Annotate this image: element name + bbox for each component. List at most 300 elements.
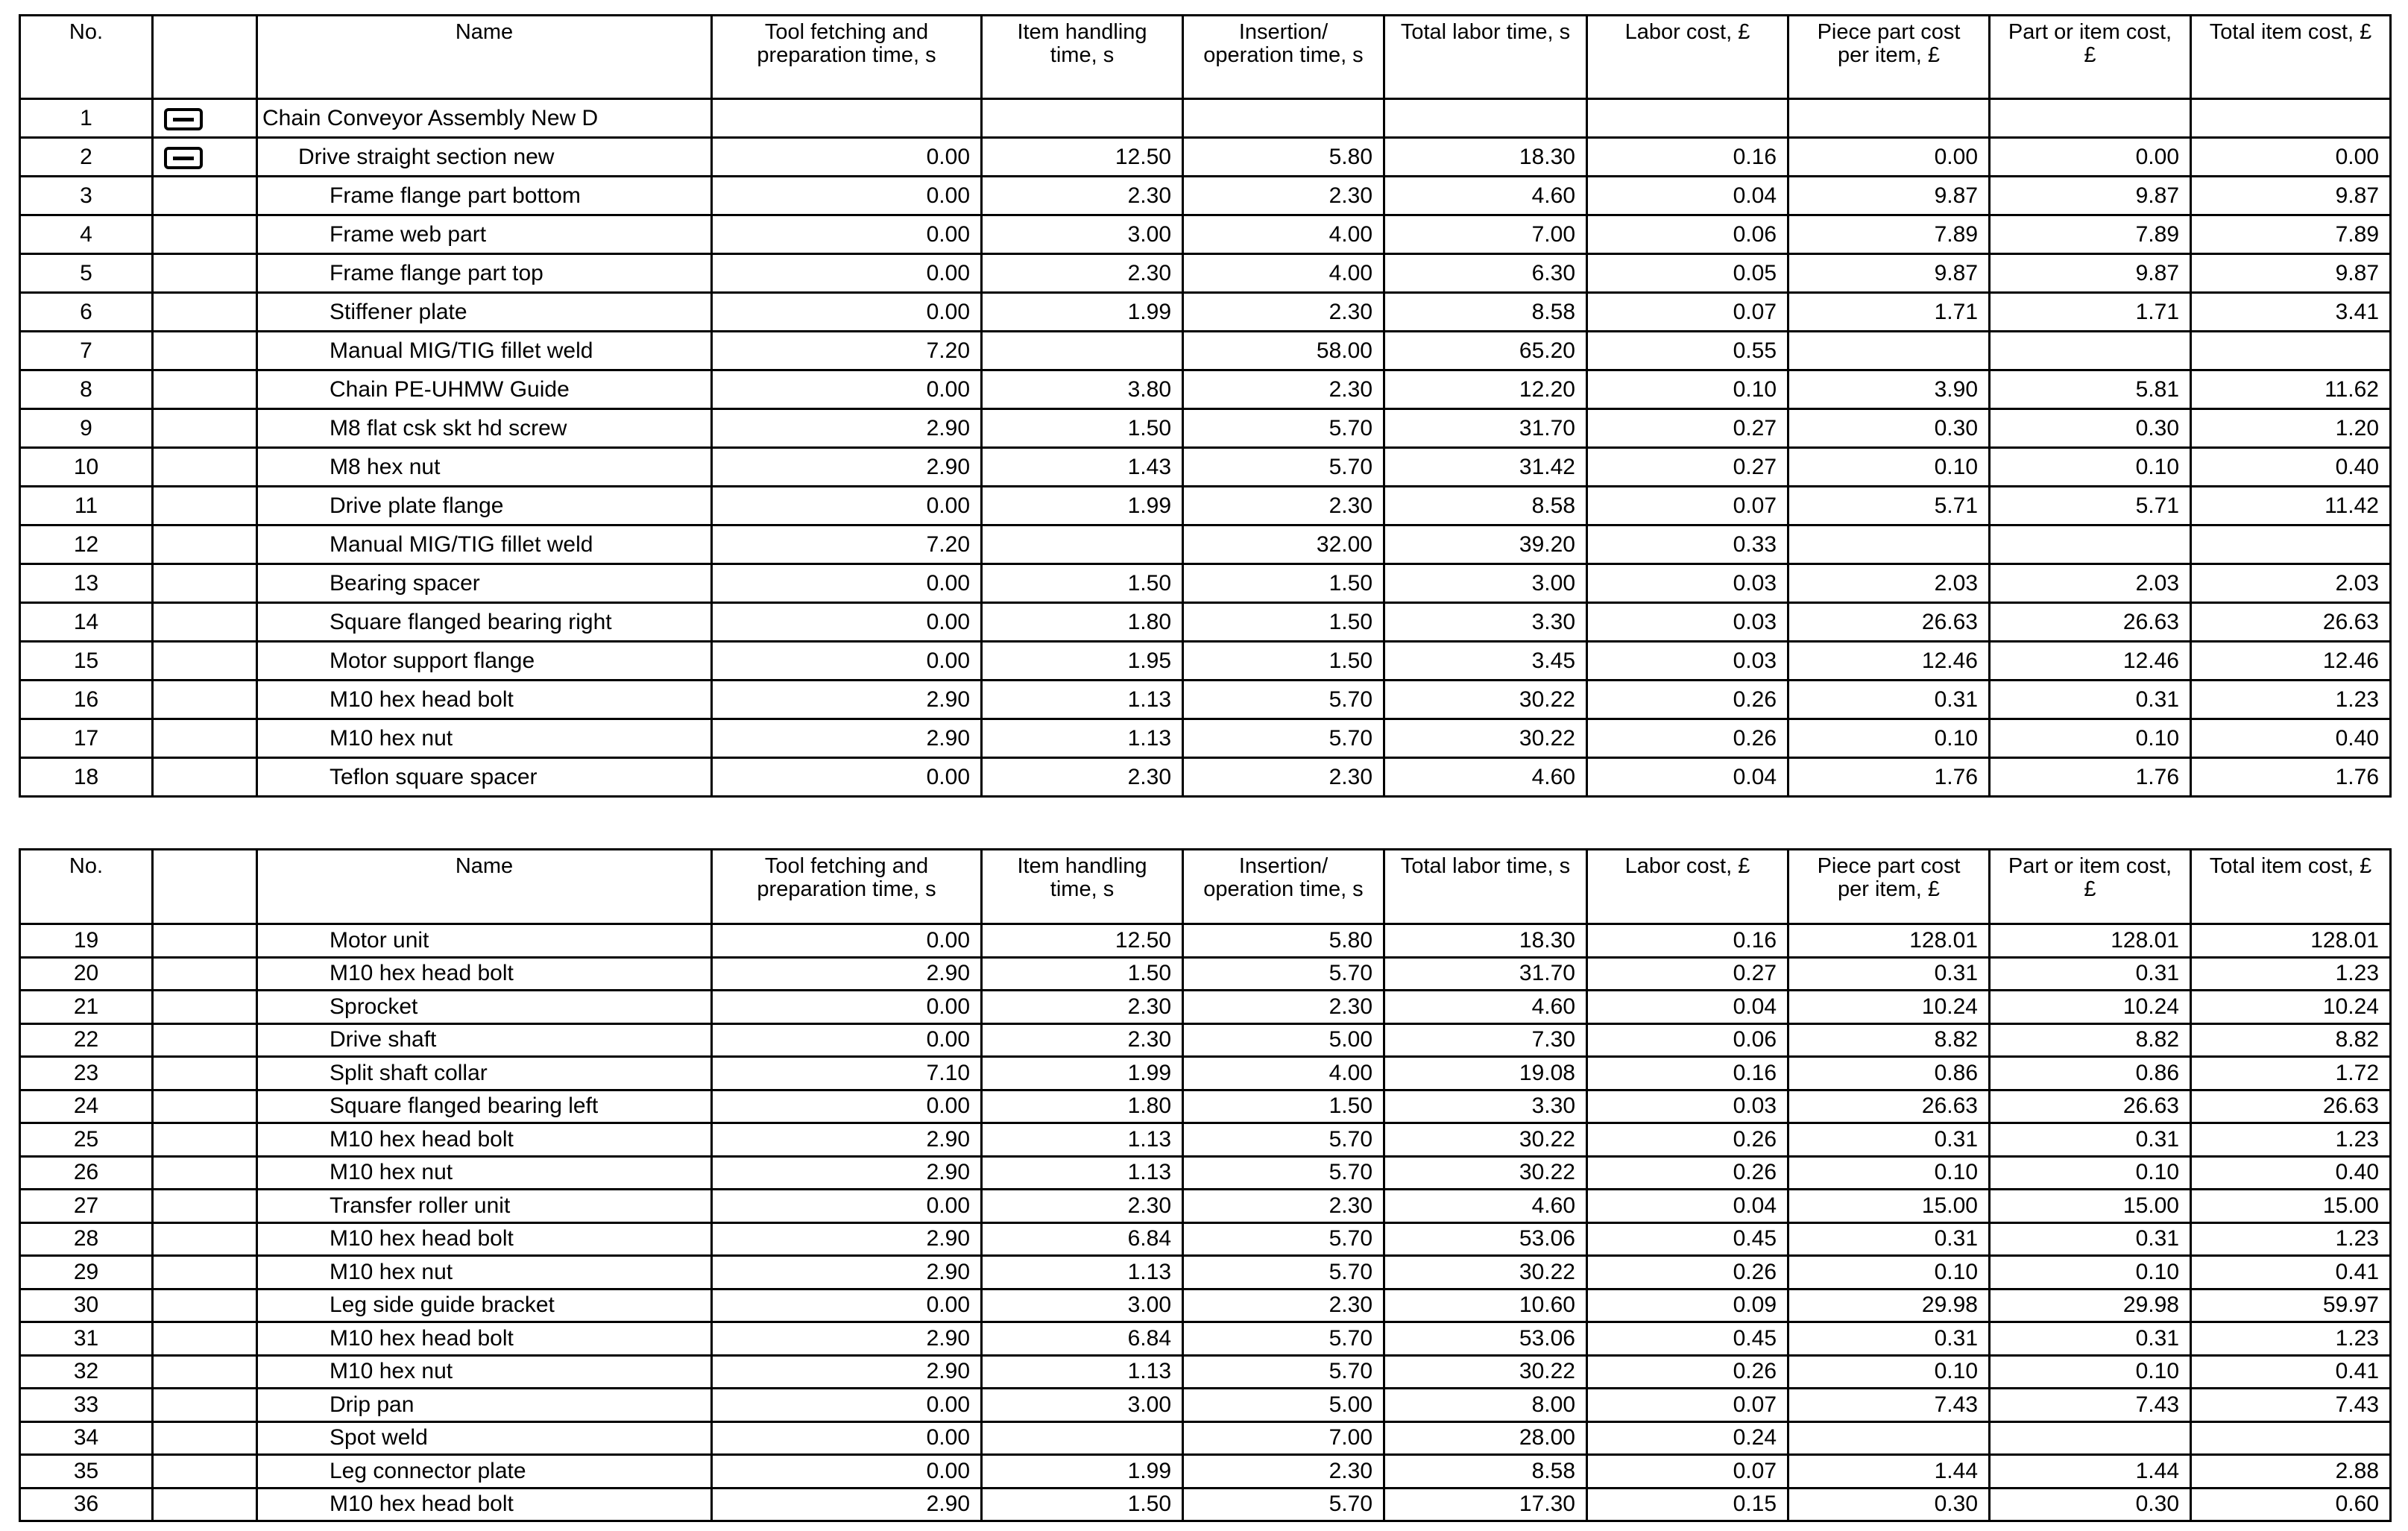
item-handling-cell: 2.30 bbox=[982, 1190, 1183, 1223]
part-item-cost-cell: 0.31 bbox=[1990, 1222, 2191, 1256]
table-row[interactable] bbox=[20, 1322, 2391, 1356]
row-number-cell: 21 bbox=[20, 991, 153, 1024]
total-item-cost-cell: 10.24 bbox=[2191, 991, 2391, 1024]
tree-toggle-cell bbox=[153, 1322, 257, 1356]
tree-toggle-cell bbox=[153, 1488, 257, 1521]
part-item-cost-cell: 0.10 bbox=[1990, 1355, 2191, 1389]
total-labor-time-cell: 12.20 bbox=[1384, 370, 1587, 409]
tree-toggle-cell bbox=[153, 924, 257, 958]
piece-part-cost-cell: 26.63 bbox=[1788, 1090, 1990, 1123]
total-item-cost-cell: 1.23 bbox=[2191, 1123, 2391, 1157]
piece-part-cost-cell: 1.76 bbox=[1788, 758, 1990, 797]
item-name-cell: Motor unit bbox=[257, 924, 712, 958]
tree-toggle-cell bbox=[153, 957, 257, 991]
tool-fetching-cell: 0.00 bbox=[712, 642, 982, 681]
insertion-cell: 1.50 bbox=[1183, 564, 1384, 603]
insertion-cell: 5.00 bbox=[1183, 1389, 1384, 1422]
piece-part-cost-cell bbox=[1788, 99, 1990, 138]
total-labor-time-cell: 30.22 bbox=[1384, 1256, 1587, 1289]
insertion-cell: 5.70 bbox=[1183, 719, 1384, 758]
item-handling-cell: 1.13 bbox=[982, 719, 1183, 758]
item-name-cell: Drive straight section new bbox=[257, 138, 712, 177]
labor-cost-cell: 0.26 bbox=[1587, 1123, 1788, 1157]
item-name-cell: Spot weld bbox=[257, 1421, 712, 1455]
row-number-cell: 12 bbox=[20, 525, 153, 564]
labor-cost-cell: 0.10 bbox=[1587, 370, 1788, 409]
header-total-labor-time: Total labor time, s bbox=[1384, 850, 1587, 924]
part-item-cost-cell bbox=[1990, 99, 2191, 138]
header-labor-cost: Labor cost, £ bbox=[1587, 850, 1788, 924]
insertion-cell: 5.70 bbox=[1183, 957, 1384, 991]
table-row[interactable] bbox=[20, 991, 2391, 1024]
table-row[interactable] bbox=[20, 603, 2391, 642]
tree-toggle-cell bbox=[153, 564, 257, 603]
tree-toggle-cell bbox=[153, 642, 257, 681]
row-number-cell: 9 bbox=[20, 409, 153, 448]
item-name-cell: M10 hex nut bbox=[257, 1156, 712, 1190]
total-labor-time-cell: 30.22 bbox=[1384, 1123, 1587, 1157]
part-item-cost-cell: 0.10 bbox=[1990, 1156, 2191, 1190]
tree-toggle-cell bbox=[153, 138, 257, 177]
total-item-cost-cell: 0.41 bbox=[2191, 1256, 2391, 1289]
piece-part-cost-cell: 26.63 bbox=[1788, 603, 1990, 642]
table-row[interactable] bbox=[20, 564, 2391, 603]
total-labor-time-cell: 65.20 bbox=[1384, 332, 1587, 370]
tree-toggle-cell bbox=[153, 1289, 257, 1322]
total-labor-time-cell: 4.60 bbox=[1384, 758, 1587, 797]
table-row[interactable] bbox=[20, 1190, 2391, 1223]
item-handling-cell: 3.00 bbox=[982, 1389, 1183, 1422]
item-name-cell: Teflon square spacer bbox=[257, 758, 712, 797]
table-row[interactable] bbox=[20, 215, 2391, 254]
tree-toggle-cell bbox=[153, 1090, 257, 1123]
item-name-cell: Leg connector plate bbox=[257, 1455, 712, 1489]
table-row[interactable] bbox=[20, 1355, 2391, 1389]
table-row[interactable] bbox=[20, 99, 2391, 138]
tree-toggle-cell bbox=[153, 681, 257, 719]
collapse-minus-icon[interactable] bbox=[164, 147, 203, 169]
part-item-cost-cell: 7.89 bbox=[1990, 215, 2191, 254]
tree-toggle-cell bbox=[153, 293, 257, 332]
piece-part-cost-cell: 1.71 bbox=[1788, 293, 1990, 332]
piece-part-cost-cell: 7.43 bbox=[1788, 1389, 1990, 1422]
labor-cost-cell: 0.55 bbox=[1587, 332, 1788, 370]
item-name-cell: Manual MIG/TIG fillet weld bbox=[257, 525, 712, 564]
tree-toggle-cell bbox=[153, 487, 257, 525]
table-row[interactable] bbox=[20, 1389, 2391, 1422]
tool-fetching-cell: 0.00 bbox=[712, 1090, 982, 1123]
total-labor-time-cell: 53.06 bbox=[1384, 1222, 1587, 1256]
item-handling-cell: 1.13 bbox=[982, 1256, 1183, 1289]
row-number-cell: 35 bbox=[20, 1455, 153, 1489]
item-name-cell: M8 flat csk skt hd screw bbox=[257, 409, 712, 448]
tool-fetching-cell: 0.00 bbox=[712, 924, 982, 958]
total-item-cost-cell: 12.46 bbox=[2191, 642, 2391, 681]
insertion-cell: 2.30 bbox=[1183, 293, 1384, 332]
collapse-minus-icon[interactable] bbox=[164, 108, 203, 130]
insertion-cell: 4.00 bbox=[1183, 1057, 1384, 1090]
header-part-item-cost: Part or item cost, £ bbox=[1990, 850, 2191, 924]
item-handling-cell: 3.00 bbox=[982, 1289, 1183, 1322]
piece-part-cost-cell: 0.00 bbox=[1788, 138, 1990, 177]
insertion-cell: 5.70 bbox=[1183, 448, 1384, 487]
table-row[interactable] bbox=[20, 758, 2391, 797]
total-labor-time-cell: 28.00 bbox=[1384, 1421, 1587, 1455]
cost-table-part-1 bbox=[19, 14, 2392, 798]
item-name-cell: Drive shaft bbox=[257, 1023, 712, 1057]
tool-fetching-cell: 0.00 bbox=[712, 758, 982, 797]
piece-part-cost-cell: 9.87 bbox=[1788, 177, 1990, 215]
part-item-cost-cell: 0.86 bbox=[1990, 1057, 2191, 1090]
part-item-cost-cell: 29.98 bbox=[1990, 1289, 2191, 1322]
total-item-cost-cell: 1.20 bbox=[2191, 409, 2391, 448]
piece-part-cost-cell: 12.46 bbox=[1788, 642, 1990, 681]
table-row[interactable] bbox=[20, 525, 2391, 564]
part-item-cost-cell: 8.82 bbox=[1990, 1023, 2191, 1057]
total-item-cost-cell: 1.23 bbox=[2191, 957, 2391, 991]
labor-cost-cell: 0.24 bbox=[1587, 1421, 1788, 1455]
insertion-cell: 2.30 bbox=[1183, 991, 1384, 1024]
insertion-cell: 5.70 bbox=[1183, 1322, 1384, 1356]
tool-fetching-cell: 0.00 bbox=[712, 1289, 982, 1322]
total-item-cost-cell: 2.88 bbox=[2191, 1455, 2391, 1489]
insertion-cell: 5.70 bbox=[1183, 681, 1384, 719]
labor-cost-cell: 0.07 bbox=[1587, 1455, 1788, 1489]
tree-toggle-cell bbox=[153, 332, 257, 370]
tool-fetching-cell: 2.90 bbox=[712, 681, 982, 719]
table-row[interactable] bbox=[20, 1090, 2391, 1123]
piece-part-cost-cell: 0.30 bbox=[1788, 1488, 1990, 1521]
insertion-cell: 1.50 bbox=[1183, 1090, 1384, 1123]
item-name-cell: M10 hex nut bbox=[257, 1256, 712, 1289]
row-number-cell: 28 bbox=[20, 1222, 153, 1256]
item-handling-cell: 1.13 bbox=[982, 1156, 1183, 1190]
item-name-cell: M10 hex nut bbox=[257, 1355, 712, 1389]
part-item-cost-cell: 9.87 bbox=[1990, 177, 2191, 215]
total-item-cost-cell: 11.62 bbox=[2191, 370, 2391, 409]
part-item-cost-cell bbox=[1990, 1421, 2191, 1455]
piece-part-cost-cell: 10.24 bbox=[1788, 991, 1990, 1024]
table-row[interactable] bbox=[20, 138, 2391, 177]
table-row[interactable] bbox=[20, 1256, 2391, 1289]
item-handling-cell bbox=[982, 99, 1183, 138]
header-item-handling-time: Item handling time, s bbox=[982, 16, 1183, 99]
item-handling-cell: 2.30 bbox=[982, 991, 1183, 1024]
tool-fetching-cell: 0.00 bbox=[712, 487, 982, 525]
piece-part-cost-cell: 29.98 bbox=[1788, 1289, 1990, 1322]
total-item-cost-cell: 1.76 bbox=[2191, 758, 2391, 797]
total-item-cost-cell: 1.23 bbox=[2191, 1222, 2391, 1256]
item-handling-cell: 3.00 bbox=[982, 215, 1183, 254]
total-item-cost-cell: 0.40 bbox=[2191, 719, 2391, 758]
insertion-cell: 2.30 bbox=[1183, 758, 1384, 797]
total-labor-time-cell: 17.30 bbox=[1384, 1488, 1587, 1521]
tool-fetching-cell: 2.90 bbox=[712, 1123, 982, 1157]
item-handling-cell: 1.50 bbox=[982, 564, 1183, 603]
row-number-cell: 10 bbox=[20, 448, 153, 487]
part-item-cost-cell: 128.01 bbox=[1990, 924, 2191, 958]
labor-cost-cell: 0.09 bbox=[1587, 1289, 1788, 1322]
table-row[interactable] bbox=[20, 448, 2391, 487]
labor-cost-cell: 0.27 bbox=[1587, 448, 1788, 487]
labor-cost-cell: 0.04 bbox=[1587, 1190, 1788, 1223]
labor-cost-cell: 0.27 bbox=[1587, 957, 1788, 991]
total-item-cost-cell bbox=[2191, 332, 2391, 370]
tree-toggle-cell bbox=[153, 254, 257, 293]
tool-fetching-cell: 0.00 bbox=[712, 370, 982, 409]
table-row[interactable] bbox=[20, 1222, 2391, 1256]
table-row[interactable] bbox=[20, 370, 2391, 409]
labor-cost-cell: 0.16 bbox=[1587, 1057, 1788, 1090]
tree-toggle-cell bbox=[153, 1455, 257, 1489]
header-total-labor-time: Total labor time, s bbox=[1384, 16, 1587, 99]
insertion-cell: 2.30 bbox=[1183, 1455, 1384, 1489]
total-item-cost-cell: 8.82 bbox=[2191, 1023, 2391, 1057]
table-row[interactable] bbox=[20, 1057, 2391, 1090]
row-number-cell: 2 bbox=[20, 138, 153, 177]
labor-cost-cell: 0.16 bbox=[1587, 138, 1788, 177]
part-item-cost-cell bbox=[1990, 525, 2191, 564]
total-labor-time-cell: 4.60 bbox=[1384, 1190, 1587, 1223]
insertion-cell: 58.00 bbox=[1183, 332, 1384, 370]
tool-fetching-cell: 0.00 bbox=[712, 1389, 982, 1422]
item-name-cell: M10 hex head bolt bbox=[257, 1322, 712, 1356]
total-labor-time-cell: 3.30 bbox=[1384, 1090, 1587, 1123]
piece-part-cost-cell: 0.86 bbox=[1788, 1057, 1990, 1090]
piece-part-cost-cell: 0.30 bbox=[1788, 409, 1990, 448]
part-item-cost-cell: 2.03 bbox=[1990, 564, 2191, 603]
total-labor-time-cell: 6.30 bbox=[1384, 254, 1587, 293]
piece-part-cost-cell: 0.31 bbox=[1788, 681, 1990, 719]
table-row[interactable] bbox=[20, 332, 2391, 370]
row-number-cell: 36 bbox=[20, 1488, 153, 1521]
item-handling-cell: 2.30 bbox=[982, 254, 1183, 293]
tool-fetching-cell: 0.00 bbox=[712, 991, 982, 1024]
piece-part-cost-cell: 8.82 bbox=[1788, 1023, 1990, 1057]
piece-part-cost-cell: 1.44 bbox=[1788, 1455, 1990, 1489]
part-item-cost-cell: 1.71 bbox=[1990, 293, 2191, 332]
header-item-handling-time: Item handling time, s bbox=[982, 850, 1183, 924]
part-item-cost-cell: 26.63 bbox=[1990, 603, 2191, 642]
labor-cost-cell: 0.07 bbox=[1587, 1389, 1788, 1422]
labor-cost-cell: 0.07 bbox=[1587, 293, 1788, 332]
item-handling-cell: 6.84 bbox=[982, 1322, 1183, 1356]
table-row[interactable] bbox=[20, 1488, 2391, 1521]
table-row[interactable] bbox=[20, 254, 2391, 293]
tool-fetching-cell: 2.90 bbox=[712, 409, 982, 448]
insertion-cell: 2.30 bbox=[1183, 370, 1384, 409]
item-name-cell: Drip pan bbox=[257, 1389, 712, 1422]
insertion-cell: 1.50 bbox=[1183, 642, 1384, 681]
row-number-cell: 18 bbox=[20, 758, 153, 797]
item-name-cell: M10 hex head bolt bbox=[257, 1222, 712, 1256]
tool-fetching-cell bbox=[712, 99, 982, 138]
insertion-cell: 5.70 bbox=[1183, 409, 1384, 448]
total-item-cost-cell: 9.87 bbox=[2191, 254, 2391, 293]
table-row[interactable] bbox=[20, 1023, 2391, 1057]
total-item-cost-cell: 26.63 bbox=[2191, 603, 2391, 642]
header-tree bbox=[153, 850, 257, 924]
row-number-cell: 19 bbox=[20, 924, 153, 958]
row-number-cell: 11 bbox=[20, 487, 153, 525]
part-item-cost-cell: 1.44 bbox=[1990, 1455, 2191, 1489]
tool-fetching-cell: 0.00 bbox=[712, 564, 982, 603]
table-row[interactable] bbox=[20, 1421, 2391, 1455]
piece-part-cost-cell: 9.87 bbox=[1788, 254, 1990, 293]
item-handling-cell: 2.30 bbox=[982, 1023, 1183, 1057]
labor-cost-cell: 0.04 bbox=[1587, 758, 1788, 797]
row-number-cell: 30 bbox=[20, 1289, 153, 1322]
item-handling-cell: 1.99 bbox=[982, 293, 1183, 332]
insertion-cell: 5.70 bbox=[1183, 1256, 1384, 1289]
part-item-cost-cell: 0.31 bbox=[1990, 1123, 2191, 1157]
row-number-cell: 26 bbox=[20, 1156, 153, 1190]
part-item-cost-cell: 9.87 bbox=[1990, 254, 2191, 293]
total-labor-time-cell: 18.30 bbox=[1384, 924, 1587, 958]
item-handling-cell: 1.80 bbox=[982, 603, 1183, 642]
table-row[interactable] bbox=[20, 924, 2391, 958]
item-name-cell: Chain PE-UHMW Guide bbox=[257, 370, 712, 409]
item-handling-cell: 2.30 bbox=[982, 177, 1183, 215]
tree-toggle-cell bbox=[153, 448, 257, 487]
row-number-cell: 13 bbox=[20, 564, 153, 603]
total-labor-time-cell: 7.30 bbox=[1384, 1023, 1587, 1057]
item-handling-cell: 1.43 bbox=[982, 448, 1183, 487]
item-name-cell: Chain Conveyor Assembly New D bbox=[257, 99, 712, 138]
tool-fetching-cell: 2.90 bbox=[712, 719, 982, 758]
labor-cost-cell: 0.26 bbox=[1587, 1156, 1788, 1190]
part-item-cost-cell: 0.10 bbox=[1990, 448, 2191, 487]
item-name-cell: Sprocket bbox=[257, 991, 712, 1024]
header-part-item-cost: Part or item cost, £ bbox=[1990, 16, 2191, 99]
piece-part-cost-cell: 128.01 bbox=[1788, 924, 1990, 958]
part-item-cost-cell: 0.30 bbox=[1990, 409, 2191, 448]
part-item-cost-cell: 0.10 bbox=[1990, 719, 2191, 758]
item-name-cell: M10 hex head bolt bbox=[257, 957, 712, 991]
table-row[interactable] bbox=[20, 1156, 2391, 1190]
total-labor-time-cell bbox=[1384, 99, 1587, 138]
tree-toggle-cell bbox=[153, 1156, 257, 1190]
tool-fetching-cell: 7.20 bbox=[712, 332, 982, 370]
total-item-cost-cell: 0.40 bbox=[2191, 448, 2391, 487]
item-handling-cell bbox=[982, 1421, 1183, 1455]
piece-part-cost-cell bbox=[1788, 1421, 1990, 1455]
insertion-cell: 2.30 bbox=[1183, 1190, 1384, 1223]
piece-part-cost-cell: 0.31 bbox=[1788, 1123, 1990, 1157]
total-labor-time-cell: 30.22 bbox=[1384, 719, 1587, 758]
tree-toggle-cell bbox=[153, 1421, 257, 1455]
item-handling-cell: 12.50 bbox=[982, 138, 1183, 177]
item-handling-cell: 2.30 bbox=[982, 758, 1183, 797]
row-number-cell: 24 bbox=[20, 1090, 153, 1123]
labor-cost-cell: 0.06 bbox=[1587, 1023, 1788, 1057]
part-item-cost-cell bbox=[1990, 332, 2191, 370]
total-item-cost-cell: 3.41 bbox=[2191, 293, 2391, 332]
tool-fetching-cell: 2.90 bbox=[712, 448, 982, 487]
part-item-cost-cell: 0.31 bbox=[1990, 957, 2191, 991]
table-row[interactable] bbox=[20, 957, 2391, 991]
item-handling-cell: 1.99 bbox=[982, 1455, 1183, 1489]
tree-toggle-cell bbox=[153, 1057, 257, 1090]
tool-fetching-cell: 0.00 bbox=[712, 1190, 982, 1223]
total-item-cost-cell: 26.63 bbox=[2191, 1090, 2391, 1123]
header-name: Name bbox=[257, 850, 712, 924]
piece-part-cost-cell: 0.10 bbox=[1788, 1256, 1990, 1289]
row-number-cell: 32 bbox=[20, 1355, 153, 1389]
header-no: No. bbox=[20, 850, 153, 924]
item-handling-cell: 1.13 bbox=[982, 1355, 1183, 1389]
labor-cost-cell: 0.26 bbox=[1587, 1355, 1788, 1389]
table-row[interactable] bbox=[20, 1123, 2391, 1157]
total-item-cost-cell: 15.00 bbox=[2191, 1190, 2391, 1223]
total-labor-time-cell: 4.60 bbox=[1384, 177, 1587, 215]
part-item-cost-cell: 0.10 bbox=[1990, 1256, 2191, 1289]
table-row[interactable] bbox=[20, 1455, 2391, 1489]
tool-fetching-cell: 0.00 bbox=[712, 1023, 982, 1057]
item-name-cell: M8 hex nut bbox=[257, 448, 712, 487]
labor-cost-cell: 0.16 bbox=[1587, 924, 1788, 958]
labor-cost-cell: 0.03 bbox=[1587, 603, 1788, 642]
item-name-cell: M10 hex head bolt bbox=[257, 681, 712, 719]
table-row[interactable] bbox=[20, 409, 2391, 448]
item-handling-cell: 1.13 bbox=[982, 1123, 1183, 1157]
item-name-cell: M10 hex head bolt bbox=[257, 1123, 712, 1157]
total-item-cost-cell bbox=[2191, 1421, 2391, 1455]
insertion-cell: 5.70 bbox=[1183, 1355, 1384, 1389]
header-tool-fetching-time: Tool fetching and preparation time, s bbox=[712, 850, 982, 924]
table-row[interactable] bbox=[20, 719, 2391, 758]
table-row[interactable] bbox=[20, 177, 2391, 215]
table-row[interactable] bbox=[20, 642, 2391, 681]
tool-fetching-cell: 2.90 bbox=[712, 1322, 982, 1356]
tree-toggle-cell bbox=[153, 1389, 257, 1422]
total-item-cost-cell: 7.89 bbox=[2191, 215, 2391, 254]
cost-table-part-2 bbox=[19, 848, 2392, 1522]
row-number-cell: 31 bbox=[20, 1322, 153, 1356]
labor-cost-cell: 0.45 bbox=[1587, 1322, 1788, 1356]
piece-part-cost-cell: 7.89 bbox=[1788, 215, 1990, 254]
part-item-cost-cell: 10.24 bbox=[1990, 991, 2191, 1024]
table-row[interactable] bbox=[20, 293, 2391, 332]
item-name-cell: Frame flange part bottom bbox=[257, 177, 712, 215]
insertion-cell: 5.80 bbox=[1183, 924, 1384, 958]
total-item-cost-cell: 11.42 bbox=[2191, 487, 2391, 525]
item-handling-cell: 1.80 bbox=[982, 1090, 1183, 1123]
piece-part-cost-cell: 0.10 bbox=[1788, 719, 1990, 758]
table-row[interactable] bbox=[20, 1289, 2391, 1322]
item-handling-cell: 1.50 bbox=[982, 1488, 1183, 1521]
tool-fetching-cell: 0.00 bbox=[712, 1455, 982, 1489]
tree-toggle-cell bbox=[153, 991, 257, 1024]
header-name: Name bbox=[257, 16, 712, 99]
part-item-cost-cell: 12.46 bbox=[1990, 642, 2191, 681]
total-labor-time-cell: 18.30 bbox=[1384, 138, 1587, 177]
item-handling-cell bbox=[982, 332, 1183, 370]
labor-cost-cell: 0.27 bbox=[1587, 409, 1788, 448]
part-item-cost-cell: 0.31 bbox=[1990, 1322, 2191, 1356]
insertion-cell: 2.30 bbox=[1183, 1289, 1384, 1322]
item-name-cell: Manual MIG/TIG fillet weld bbox=[257, 332, 712, 370]
table-row[interactable] bbox=[20, 487, 2391, 525]
labor-cost-cell: 0.04 bbox=[1587, 991, 1788, 1024]
total-item-cost-cell: 1.23 bbox=[2191, 1322, 2391, 1356]
table-row[interactable] bbox=[20, 681, 2391, 719]
total-labor-time-cell: 53.06 bbox=[1384, 1322, 1587, 1356]
total-item-cost-cell: 0.41 bbox=[2191, 1355, 2391, 1389]
insertion-cell: 5.80 bbox=[1183, 138, 1384, 177]
item-handling-cell: 12.50 bbox=[982, 924, 1183, 958]
row-number-cell: 4 bbox=[20, 215, 153, 254]
